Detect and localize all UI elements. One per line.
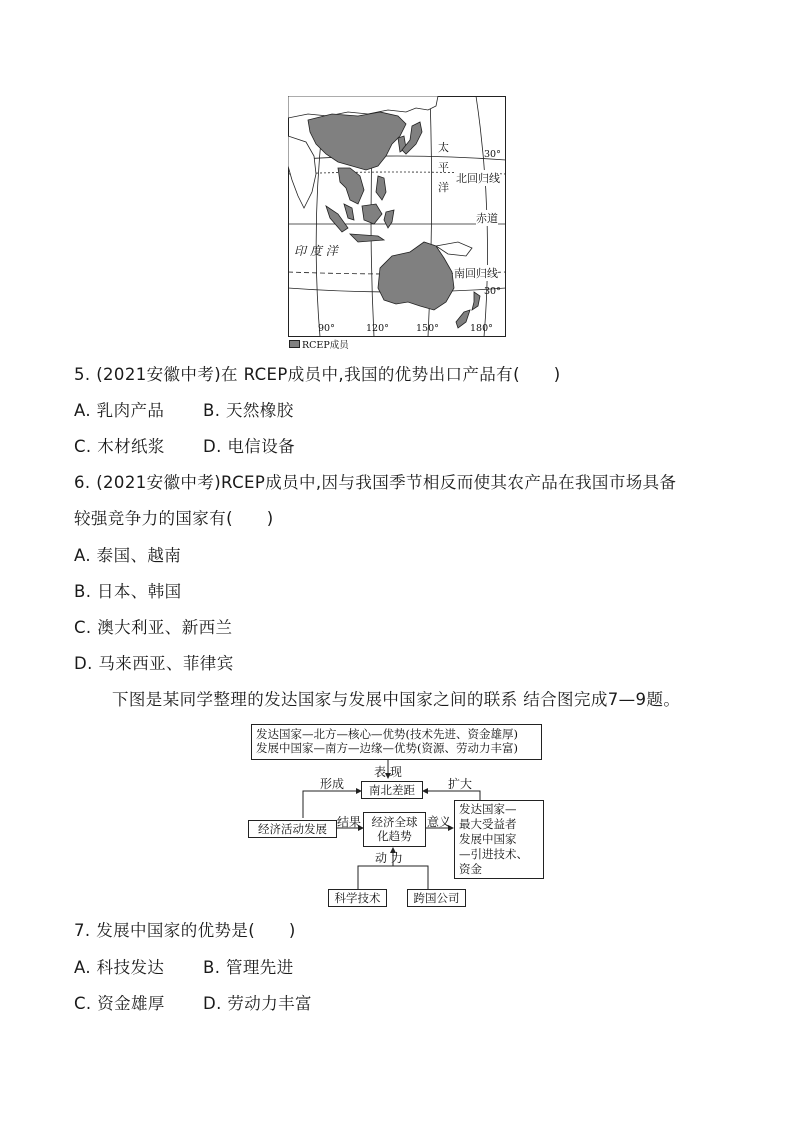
legend-label: RCEP成员: [302, 340, 349, 351]
right-box-line4: —引进技术、: [459, 847, 528, 861]
kuaguo-text: 跨国公司: [413, 891, 460, 905]
q6-option-c[interactable]: C. 澳大利亚、新西兰: [74, 618, 233, 637]
relation-diagram: [248, 724, 548, 910]
q5-option-b[interactable]: B. 天然橡胶: [203, 401, 294, 420]
q7-option-c[interactable]: C. 资金雄厚: [74, 994, 165, 1013]
q5-option-c[interactable]: C. 木材纸浆: [74, 437, 165, 456]
tropic-south-label: 南回归线: [454, 267, 498, 280]
top-box-line1: 发达国家—北方—核心—优势(技术先进、资金雄厚): [256, 727, 518, 741]
xingcheng-label: 形成: [320, 777, 345, 791]
legend-swatch: [289, 340, 300, 348]
rcep-map: [288, 96, 506, 337]
quanqiuhua-line1: 经济全球: [371, 815, 418, 829]
kuoda-label: 扩大: [448, 777, 473, 791]
lon-120-label: 120°: [366, 323, 389, 334]
right-box: [454, 800, 544, 879]
tropic-north-label: 北回归线: [456, 172, 500, 185]
lat-30s-label: 30°: [484, 286, 501, 297]
jingji-huodong-text: 经济活动发展: [258, 822, 327, 836]
q6-stem-line2: 较强竞争力的国家有( ): [74, 509, 274, 528]
yiyi-label: 意义: [427, 815, 452, 829]
right-box-line5: 资金: [459, 862, 482, 876]
keji-text: 科学技术: [334, 891, 381, 905]
q5-option-d[interactable]: D. 电信设备: [203, 437, 295, 456]
pacific-label-2: 平: [438, 161, 449, 174]
right-box-line2: 最大受益者: [459, 817, 517, 831]
pacific-label-3: 洋: [438, 181, 449, 194]
q7-stem: 7. 发展中国家的优势是( ): [74, 921, 296, 940]
q7-option-b[interactable]: B. 管理先进: [203, 958, 294, 977]
biaoxian-label: 表 现: [374, 765, 402, 779]
indian-ocean-label: 印 度 洋: [294, 244, 338, 258]
q7-option-d[interactable]: D. 劳动力丰富: [203, 994, 312, 1013]
q6-option-b[interactable]: B. 日本、韩国: [74, 582, 182, 601]
diagram-intro: 下图是某同学整理的发达国家与发展中国家之间的联系 结合图完成7—9题。: [112, 690, 681, 709]
dongli-label: 动 力: [375, 851, 403, 865]
nanbei-box: [361, 781, 423, 799]
kuaguo-box: [407, 889, 466, 907]
lat-30n-label: 30°: [484, 149, 501, 160]
right-box-line3: 发展中国家: [459, 832, 517, 846]
right-box-line1: 发达国家—: [459, 802, 517, 816]
quanqiuhua-line2: 化趋势: [377, 829, 412, 843]
map-graphic: [288, 96, 506, 337]
lon-150-label: 150°: [416, 323, 439, 334]
keji-box: [328, 889, 387, 907]
lon-90-label: 90°: [318, 323, 335, 334]
q5-stem: 5. (2021安徽中考)在 RCEP成员中,我国的优势出口产品有( ): [74, 365, 561, 384]
diagram-top-box: [251, 724, 542, 760]
pacific-label-1: 太: [438, 141, 449, 154]
jingji-huodong-box: [248, 820, 337, 838]
q6-option-a[interactable]: A. 泰国、越南: [74, 546, 182, 565]
jieguo-label: 结果: [337, 815, 362, 829]
q7-option-a[interactable]: A. 科技发达: [74, 958, 165, 977]
nanbei-text: 南北差距: [369, 783, 415, 797]
quanqiuhua-box: [363, 812, 426, 847]
q6-option-d[interactable]: D. 马来西亚、菲律宾: [74, 654, 234, 673]
q6-stem-line1: 6. (2021安徽中考)RCEP成员中,因与我国季节相反而使其农产品在我国市场具备: [74, 473, 677, 492]
equator-label: 赤道: [476, 212, 498, 225]
lon-180-label: 180°: [470, 323, 493, 334]
top-box-line2: 发展中国家—南方—边缘—优势(资源、劳动力丰富): [256, 741, 518, 755]
q5-option-a[interactable]: A. 乳肉产品: [74, 401, 165, 420]
